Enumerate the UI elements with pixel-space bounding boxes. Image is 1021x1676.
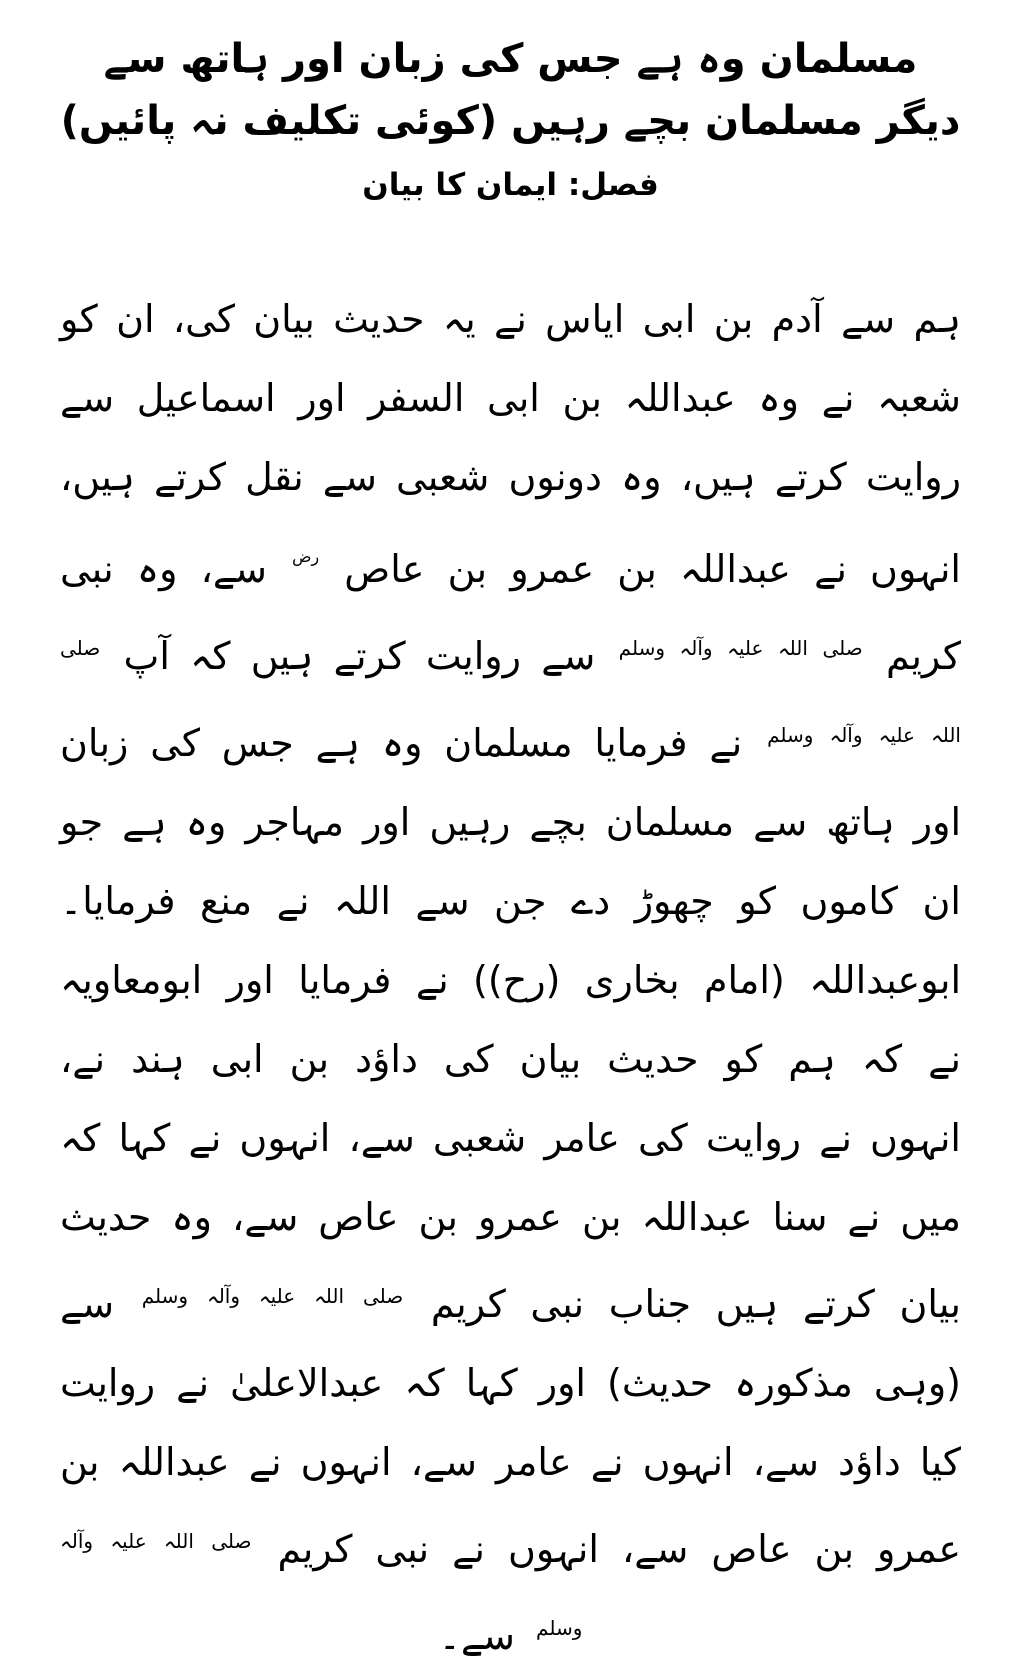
hadith-segment: سے روایت کرتے ہیں کہ آپ [123, 634, 596, 678]
honorific-salawat: صلی اللہ علیہ وآلہ وسلم [141, 1284, 404, 1308]
honorific-salawat: صلی اللہ علیہ وآلہ وسلم [618, 636, 863, 660]
hadith-segment: ہم سے آدم بن ابی ایاس نے یہ حدیث بیان کی، ان کو شعبہ نے وہ عبداللہ بن ابی السفر اور اسماعیل سے روایت کرتے ہیں، وہ دونوں شعبی سے نقل کرتے ہیں، انہوں نے عبداللہ بن عمرو بن عاص [60, 297, 961, 591]
hadith-segment: سے (وہی مذکورہ حدیث) اور کہا کہ عبدالاعلیٰ نے روایت کیا داؤد سے، انہوں نے عامر سے، انہوں نے عبداللہ بن عمرو بن عاص سے، انہوں نے نبی کریم [60, 1282, 961, 1571]
honorific-salawat: صلی اللہ علیہ وآلہ وسلم [60, 636, 961, 747]
hadith-segment: سے۔ [438, 1614, 515, 1658]
honorific-radiallahu: رض [292, 547, 320, 566]
hadith-text [60, 280, 961, 1676]
honorific-salawat: صلی اللہ علیہ وآلہ وسلم [60, 1529, 583, 1640]
hadith-segment: نے فرمایا مسلمان وہ ہے جس کی زبان اور ہاتھ سے مسلمان بچے رہیں اور مہاجر وہ ہے جو ان کاموں کو چھوڑ دے جن سے اللہ نے منع فرمایا۔ ابوعبداللہ (امام بخاری (رح)) نے فرمایا اور ابومعاویہ نے کہ ہم کو حدیث بیان کی داؤد بن ابی ہند نے، انہوں نے روایت کی عامر شعبی سے، انہوں نے کہا کہ میں نے سنا عبداللہ بن عمرو بن عاص سے، وہ حدیث بیان کرتے ہیں جناب نبی کریم [60, 721, 961, 1326]
section-title: فصل: ایمان کا بیان [362, 167, 659, 203]
hadith-segment: سے، وہ نبی کریم [60, 547, 961, 678]
chapter-title: مسلمان وہ ہے جس کی زبان اور ہاتھ سے دیگر مسلمان بچے رہیں (کوئی تکلیف نہ پائیں) [60, 36, 961, 144]
